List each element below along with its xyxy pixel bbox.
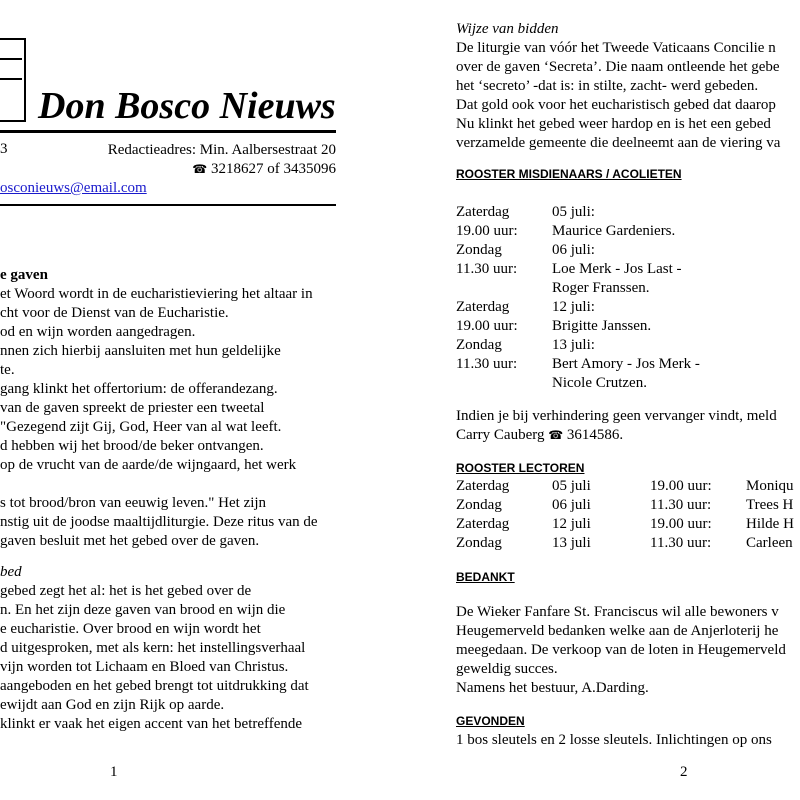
header-left-fragment: 3 xyxy=(0,141,8,157)
table-cell: 06 juli xyxy=(552,497,591,513)
text-line: verzamelde gemeente die deelneemt aan de viering va xyxy=(456,135,781,151)
text-line: vijn worden tot Lichaam en Bloed van Christus. xyxy=(0,659,289,675)
text-line: n. En het zijn deze gaven van brood en wijn die xyxy=(0,602,286,618)
table-cell: Moniqu xyxy=(746,478,794,494)
phone-line xyxy=(86,160,336,179)
table-cell: 13 juli xyxy=(552,535,591,551)
table-cell: 19.00 uur: xyxy=(650,478,712,494)
table-cell: Zondag xyxy=(456,497,502,513)
text-line: De liturgie van vóór het Tweede Vaticaans Concilie n xyxy=(456,40,776,56)
text-line: Nu klinkt het gebed weer hardop en is het een gebed xyxy=(456,116,771,132)
table-cell: Maurice Gardeniers. xyxy=(552,223,676,239)
text-line: gebed zegt het al: het is het gebed over de xyxy=(0,583,252,599)
text-line: het ‘secreto’ -dat is: in stilte, zacht- werd gebeden. xyxy=(456,78,759,94)
text-line: meegedaan. De verkoop van de loten in Heugemerveld xyxy=(456,642,786,658)
right-page xyxy=(400,0,800,800)
table-cell: 11.30 uur: xyxy=(456,356,518,372)
page-number: 1 xyxy=(110,764,118,780)
table-cell: Brigitte Janssen. xyxy=(552,318,652,334)
page-number: 2 xyxy=(680,764,688,780)
contact-phone: 3614586. xyxy=(566,427,624,443)
table-cell: Bert Amory - Jos Merk - xyxy=(552,356,700,372)
table-cell: 11.30 uur: xyxy=(650,497,712,513)
table-cell: 19.00 uur: xyxy=(650,516,712,532)
gevonden-heading: GEVONDEN xyxy=(456,714,525,728)
table-cell: Zaterdag xyxy=(456,299,510,315)
table-cell: Zaterdag xyxy=(456,478,510,494)
section-gaven xyxy=(0,266,318,551)
text-line: 1 bos sleutels en 2 losse sleutels. Inlichtingen op ons xyxy=(456,732,772,748)
text-line: nstig uit de joodse maaltijdliturgie. Deze ritus van de xyxy=(0,514,318,530)
rooster-misdienaars-heading: ROOSTER MISDIENAARS / ACOLIETEN xyxy=(456,167,682,181)
table-cell: Carleen xyxy=(746,535,793,551)
text-line: cht voor de Dienst van de Eucharistie. xyxy=(0,305,229,321)
table-cell: 11.30 uur: xyxy=(456,261,518,277)
bedankt-text xyxy=(456,603,786,698)
text-line: gang klinkt het offertorium: de offerandezang. xyxy=(0,381,278,397)
phone-numbers: 3218627 of 3435096 xyxy=(211,161,336,177)
editorial-address: Redactieadres: Min. Aalbersestraat 20 xyxy=(107,142,336,158)
table-cell: 05 juli xyxy=(552,478,591,494)
text-line: van de gaven spreekt de priester een tweetal xyxy=(0,400,265,416)
section-gebed xyxy=(0,563,309,734)
text-line: Namens het bestuur, A.Darding. xyxy=(456,680,649,696)
table-cell: Roger Franssen. xyxy=(552,280,650,296)
table-cell: Hilde H xyxy=(746,516,794,532)
table-cell: Zondag xyxy=(456,535,502,551)
text-line: geweldig succes. xyxy=(456,661,558,677)
text-line: e eucharistie. Over brood en wijn wordt het xyxy=(0,621,261,637)
text-line: De Wieker Fanfare St. Franciscus wil alle bewoners v xyxy=(456,604,779,620)
section-heading: Wijze van bidden xyxy=(456,21,559,37)
text-line: klinkt er vaak het eigen accent van het betreffende xyxy=(0,716,303,732)
text-line: et Woord wordt in de eucharistieviering het altaar in xyxy=(0,286,313,302)
text-line: nnen zich hierbij aansluiten met hun geldelijke xyxy=(0,343,281,359)
telephone-icon: ☎ xyxy=(548,428,564,442)
text-line: s tot brood/bron van eeuwig leven." Het zijn xyxy=(0,495,267,511)
section-heading: e gaven xyxy=(0,267,48,283)
table-cell: 13 juli: xyxy=(552,337,595,353)
editorial-address-block xyxy=(86,141,336,179)
table-cell: Zondag xyxy=(456,242,502,258)
masthead-title: Don Bosco Nieuws xyxy=(38,85,336,127)
table-cell: 12 juli xyxy=(552,516,591,532)
section-heading: bed xyxy=(0,564,22,580)
text-line: d hebben wij het brood/de beker ontvangen. xyxy=(0,438,264,454)
text-line: op de vrucht van de aarde/de wijngaard, het werk xyxy=(0,457,297,473)
text-line: te. xyxy=(0,362,15,378)
email-link[interactable]: osconieuws@email.com xyxy=(0,180,147,196)
table-cell: 12 juli: xyxy=(552,299,595,315)
text-line xyxy=(0,475,318,494)
table-cell: 11.30 uur: xyxy=(650,535,712,551)
text-line: aangeboden en het gebed brengt tot uitdrukking dat xyxy=(0,678,309,694)
gevonden-text xyxy=(456,731,772,750)
logo-icon xyxy=(0,38,26,122)
contact-name: Carry Cauberg xyxy=(456,427,545,443)
text-line: gaven besluit met het gebed over de gaven. xyxy=(0,533,260,549)
header-rule xyxy=(0,204,336,206)
table-cell: 06 juli: xyxy=(552,242,595,258)
text-line: Dat gold ook voor het eucharistisch gebed dat daarop xyxy=(456,97,776,113)
text-line: od en wijn worden aangedragen. xyxy=(0,324,196,340)
text-line xyxy=(456,426,777,445)
table-cell: Zondag xyxy=(456,337,502,353)
section-wijze-van-bidden xyxy=(456,20,780,153)
text-line: "Gezegend zijt Gij, God, Heer van al wat leeft. xyxy=(0,419,282,435)
verhindering-note xyxy=(456,407,777,445)
table-cell: Trees H xyxy=(746,497,794,513)
table-cell: 19.00 uur: xyxy=(456,318,518,334)
text-line: ewijdt aan God en zijn Rijk op aarde. xyxy=(0,697,225,713)
bedankt-heading: BEDANKT xyxy=(456,570,515,584)
table-cell: 19.00 uur: xyxy=(456,223,518,239)
text-line: over de gaven ‘Secreta’. Die naam ontleende het gebe xyxy=(456,59,780,75)
text-line: Indien je bij verhindering geen vervanger vindt, meld xyxy=(456,408,777,424)
table-cell: Zaterdag xyxy=(456,204,510,220)
text-line: Heugemerveld bedanken welke aan de Anjerloterij he xyxy=(456,623,779,639)
table-cell: Nicole Crutzen. xyxy=(552,375,647,391)
table-cell: Loe Merk - Jos Last - xyxy=(552,261,682,277)
rooster-lectoren-heading: ROOSTER LECTOREN xyxy=(456,461,585,475)
text-line: d uitgesproken, met als kern: het instellingsverhaal xyxy=(0,640,306,656)
table-cell: 05 juli: xyxy=(552,204,595,220)
table-cell: Zaterdag xyxy=(456,516,510,532)
telephone-icon: ☎ xyxy=(192,162,208,176)
masthead-rule xyxy=(0,130,336,133)
